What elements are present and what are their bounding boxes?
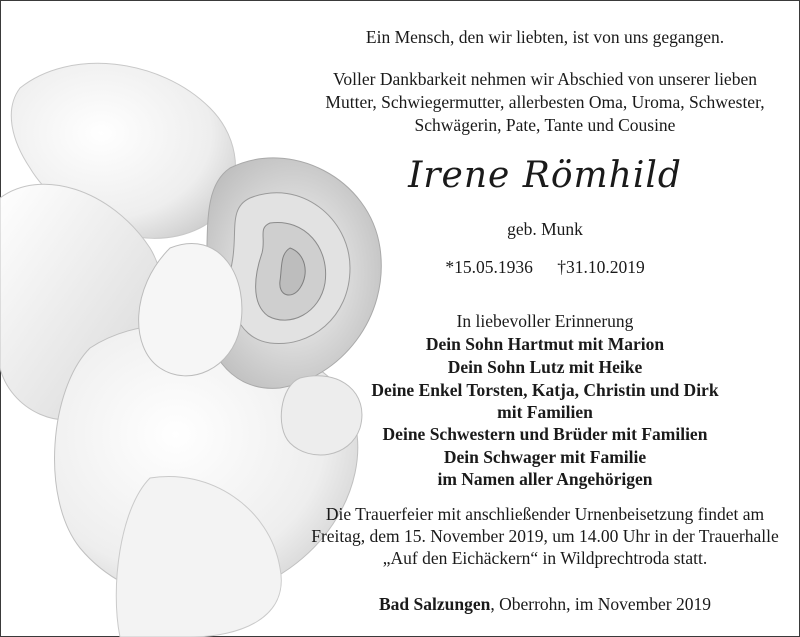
ceremony-line: Die Trauerfeier mit anschließender Urnenbeisetzung findet am: [325, 504, 765, 524]
memory-heading: In liebevoller Erinnerung: [456, 311, 634, 331]
mourner-line: Deine Schwestern und Brüder mit Familien: [382, 424, 708, 444]
deceased-name: Irene Römhild: [408, 155, 682, 196]
place-name: Bad Salzungen: [378, 594, 491, 614]
mourner-line: Dein Sohn Lutz mit Heike: [447, 357, 643, 377]
farewell-line: Schwägerin, Pate, Tante und Cousine: [414, 115, 676, 135]
mourner-line: im Namen aller Angehörigen: [437, 469, 653, 489]
mourner-line: Dein Sohn Hartmut mit Marion: [425, 334, 665, 354]
mourner-line: Deine Enkel Torsten, Katja, Christin und Dirk: [371, 380, 719, 400]
mourner-line: Dein Schwager mit Familie: [443, 447, 647, 467]
ceremony-line: „Auf den Eichäckern“ in Wildprechtroda statt.: [382, 548, 708, 568]
place-date-rest: , Oberrohn, im November 2019: [490, 594, 711, 614]
maiden-name: geb. Munk: [507, 219, 583, 239]
intro-line: Ein Mensch, den wir liebten, ist von uns gegangen.: [365, 27, 725, 47]
mourner-line: mit Familien: [497, 402, 593, 422]
birth-date: *15.05.1936: [445, 257, 533, 277]
death-date: †31.10.2019: [557, 257, 645, 277]
place-date-line: [300, 593, 790, 615]
farewell-line: Voller Dankbarkeit nehmen wir Abschied von unserer lieben: [333, 69, 757, 89]
ceremony-line: Freitag, dem 15. November 2019, um 14.00 Uhr in der Trauerhalle: [311, 526, 779, 546]
life-dates: [300, 256, 790, 278]
farewell-line: Mutter, Schwiegermutter, allerbesten Oma, Uroma, Schwester,: [325, 92, 765, 112]
